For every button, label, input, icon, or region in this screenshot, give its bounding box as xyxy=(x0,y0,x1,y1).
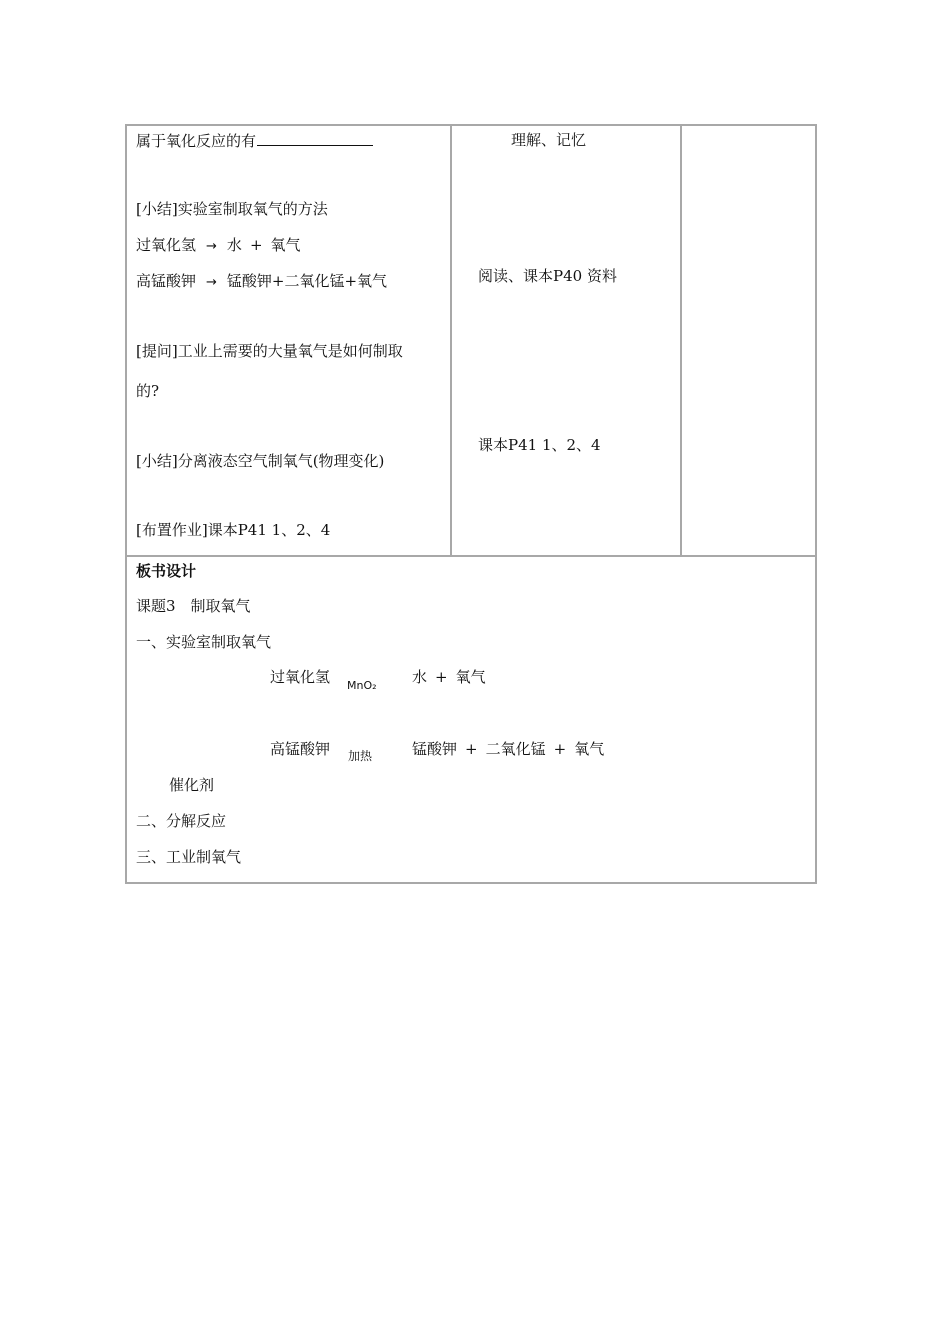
oxidation-question xyxy=(136,130,373,151)
section-decomposition: 二、分解反应 xyxy=(136,812,227,830)
activity-reading: 阅读、课本P40 资料 xyxy=(478,267,617,285)
board-r1-reactant: 过氧化氢 xyxy=(270,668,331,686)
board-r2-plus2: + xyxy=(553,740,567,758)
equation-hydrogen-peroxide xyxy=(136,235,301,257)
row-divider xyxy=(127,555,815,557)
summary-lab-methods: [小结]实验室制取氧气的方法 xyxy=(136,200,328,218)
board-r2-product2: 二氧化锰 xyxy=(485,740,546,758)
board-r2-condition: 加热 xyxy=(348,749,373,763)
question-line-2: 的? xyxy=(136,382,160,400)
column-divider-2 xyxy=(680,126,682,556)
question-line-1: [提问]工业上需要的大量氧气是如何制取 xyxy=(136,342,403,360)
board-r2-plus1: + xyxy=(465,740,478,758)
eq1-product2: 氧气 xyxy=(270,236,301,254)
activity-exercises: 课本P41 1、2、4 xyxy=(478,436,601,454)
eq2-reactant: 高锰酸钾 xyxy=(136,272,197,290)
board-r1-product2: 氧气 xyxy=(455,668,486,686)
eq1-plus: + xyxy=(249,236,263,254)
board-r2-products xyxy=(412,739,604,759)
board-r1-plus: + xyxy=(435,668,448,686)
eq2-products: 锰酸钾+二氧化锰+氧气 xyxy=(226,272,388,290)
board-r1-product1: 水 xyxy=(412,668,428,686)
lesson-title: 课题3 制取氧气 xyxy=(136,597,251,615)
homework-assignment: [布置作业]课本P41 1、2、4 xyxy=(136,521,331,539)
summary-industrial: [小结]分离液态空气制氧气(物理变化) xyxy=(136,452,385,470)
column-divider-1 xyxy=(450,126,452,556)
arrow-icon: → xyxy=(206,275,217,290)
board-r2-reactant: 高锰酸钾 xyxy=(270,740,331,758)
section-lab-preparation: 一、实验室制取氧气 xyxy=(136,633,272,651)
oxidation-question-text: 属于氧化反应的有 xyxy=(136,132,257,150)
board-r1-condition: MnO₂ xyxy=(347,679,377,692)
board-r2-product1: 锰酸钾 xyxy=(412,740,458,758)
catalyst-label: 催化剂 xyxy=(169,776,215,794)
eq1-reactant: 过氧化氢 xyxy=(136,236,197,254)
board-design-title: 板书设计 xyxy=(136,562,197,580)
section-industrial: 三、工业制氧气 xyxy=(136,848,242,866)
eq1-product1: 水 xyxy=(226,236,242,254)
answer-blank xyxy=(257,130,373,146)
equation-permanganate xyxy=(136,271,387,293)
board-r2-product3: 氧气 xyxy=(574,740,605,758)
activity-understand: 理解、记忆 xyxy=(511,131,587,149)
arrow-icon: → xyxy=(206,239,217,254)
board-r1-products xyxy=(412,667,486,687)
